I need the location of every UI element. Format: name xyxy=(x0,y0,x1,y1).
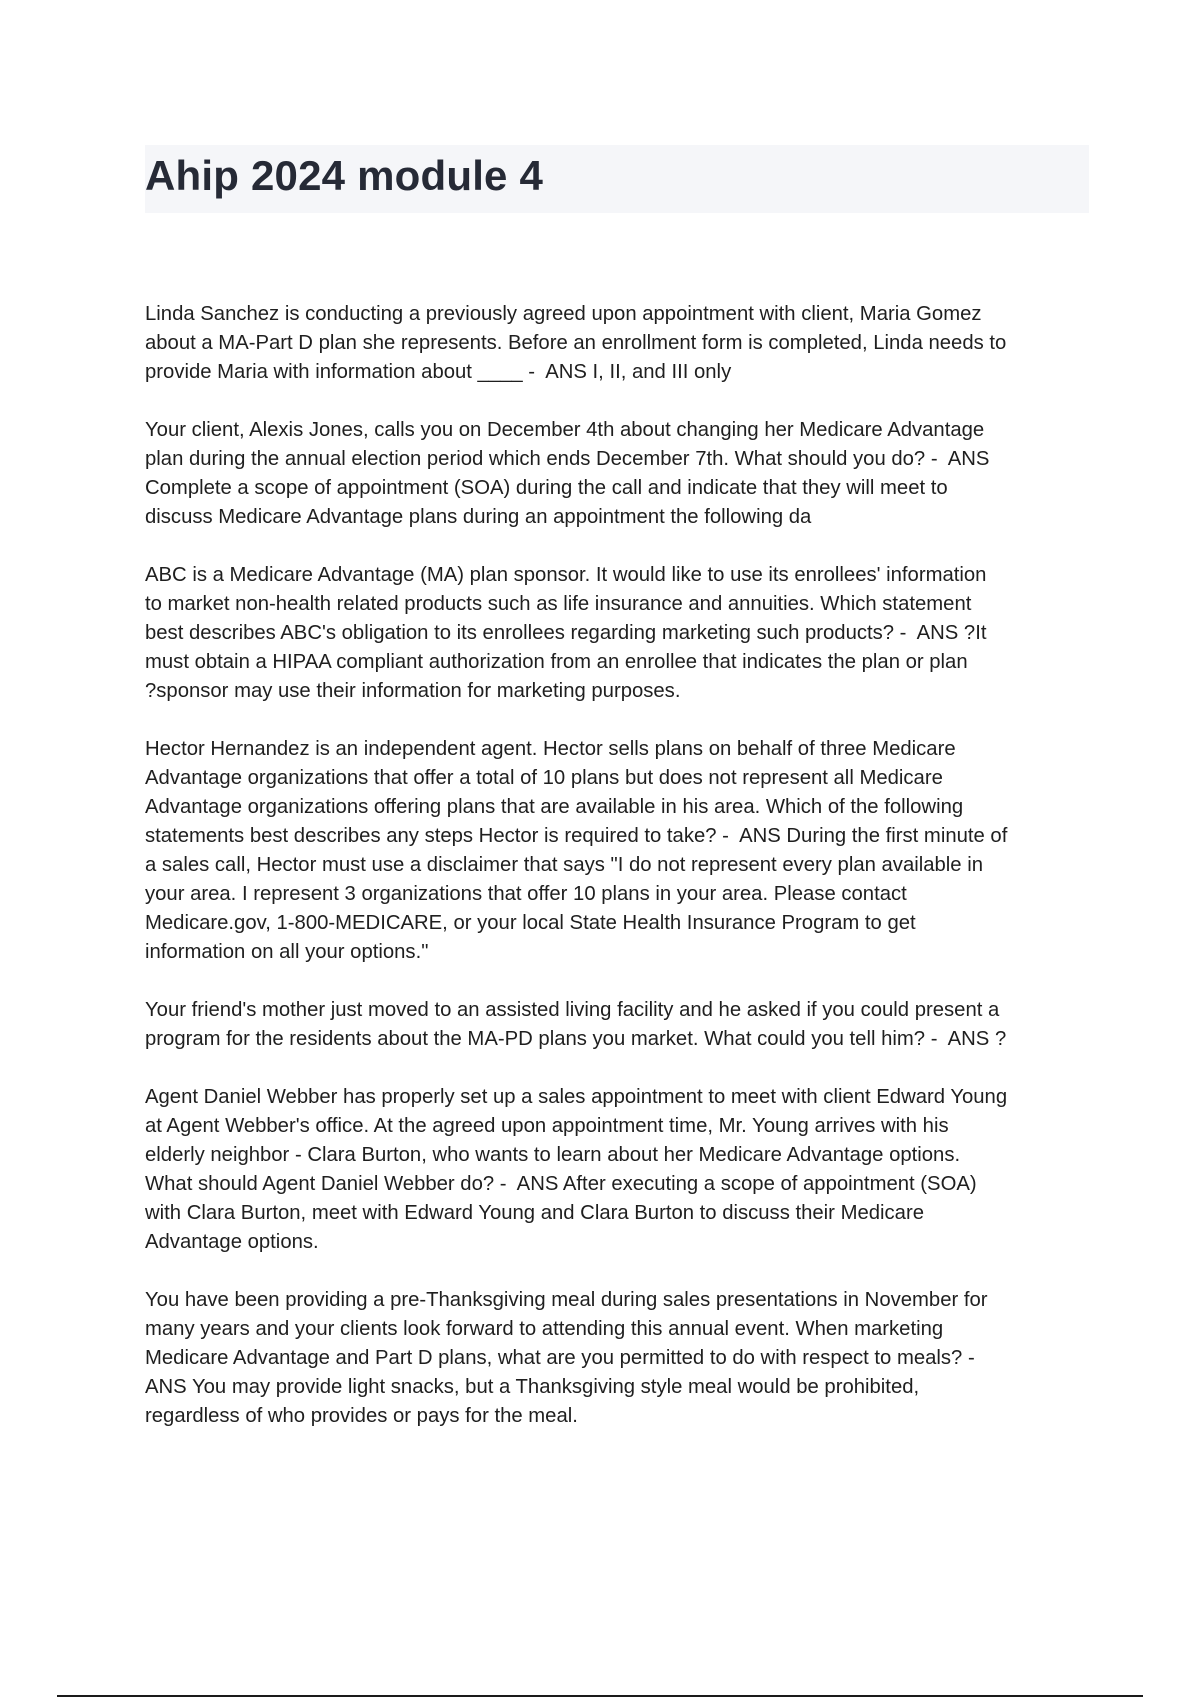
qa-list xyxy=(145,300,1095,1460)
page-title: Ahip 2024 module 4 xyxy=(145,152,544,199)
qa-item-linda-sanchez: Linda Sanchez is conducting a previously agreed upon appointment with client, Maria Gomez about a MA-Part D plan she represents. Before an enrollment form is completed, Linda needs to provide Maria with information about ____ - ANS I, II, and III only xyxy=(145,303,1007,383)
qa-item-daniel-webber: Agent Daniel Webber has properly set up a sales appointment to meet with client Edward Young at Agent Webber's office. At the agreed upon appointment time, Mr. Young arrives with his elderly neighbor - Clara Burton, who wants to learn about her Medicare Advantage options. What should Agent Daniel Webber do? - ANS After executing a scope of appointment (SOA) with Clara Burton, meet with Edward Young and Clara Burton to discuss their Medicare Advantage options. xyxy=(145,1086,1008,1253)
qa-item-thanksgiving-meal: You have been providing a pre-Thanksgiving meal during sales presentations in November for many years and your clients look forward to attending this annual event. When marketing Medicare Advantage and Part D plans, what are you permitted to do with respect to meals? - ANS You may provide light snacks, but a Thanksgiving style meal would be prohibited, regardless of who provides or pays for the meal. xyxy=(145,1289,988,1427)
qa-item-hector-hernandez: Hector Hernandez is an independent agent. Hector sells plans on behalf of three Medicare Advantage organizations that offer a total of 10 plans but does not represent all Medicare Advantage organizations offering plans that are available in his area. Which of the following statements best describes any steps Hector is required to take? - ANS During the first minute of a sales call, Hector must use a disclaimer that says "I do not represent every plan available in your area. I represent 3 organizations that offer 10 plans in your area. Please contact Medicare.gov, 1-800-MEDICARE, or your local State Health Insurance Program to get information on all your options." xyxy=(145,738,1008,963)
qa-item-abc-plan-sponsor: ABC is a Medicare Advantage (MA) plan sponsor. It would like to use its enrollees' information to market non-health related products such as life insurance and annuities. Which statement best describes ABC's obligation to its enrollees regarding marketing such products? - ANS ?It must obtain a HIPAA compliant authorization from an enrollee that indicates the plan or plan ?sponsor may use their information for marketing purposes. xyxy=(145,564,987,702)
footer-divider xyxy=(57,1695,1143,1697)
qa-item-alexis-jones: Your client, Alexis Jones, calls you on December 4th about changing her Medicare Advantage plan during the annual election period which ends December 7th. What should you do? - ANS Complete a scope of appointment (SOA) during the call and indicate that they will meet to discuss Medicare Advantage plans during an appointment the following da xyxy=(145,419,990,528)
qa-item-assisted-living: Your friend's mother just moved to an assisted living facility and he asked if you could present a program for the residents about the MA-PD plans you market. What could you tell him? - ANS ? xyxy=(145,999,1007,1050)
